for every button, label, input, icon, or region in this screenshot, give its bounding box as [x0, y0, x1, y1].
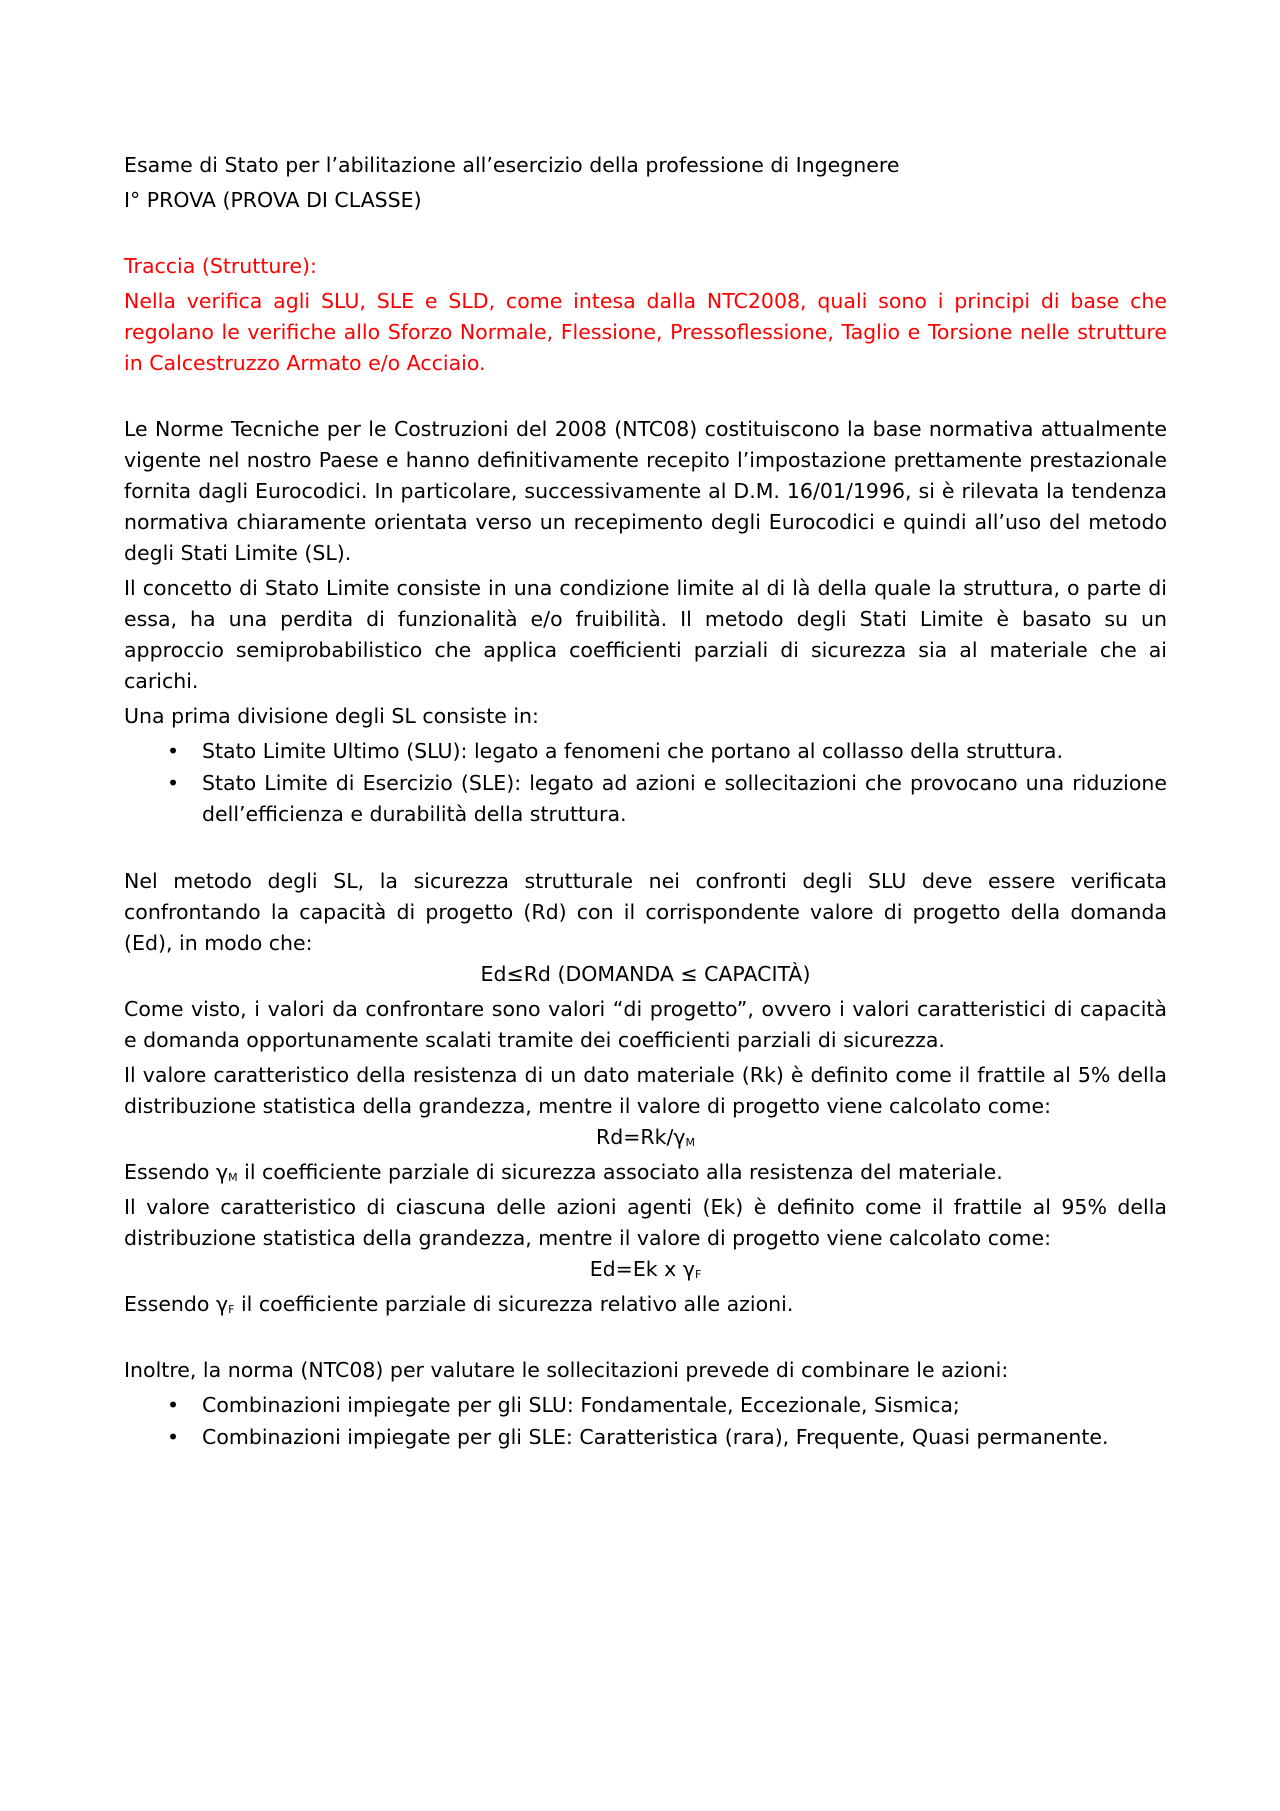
gamma-m-pre: Essendo γ — [124, 1160, 229, 1184]
paragraph-valori-progetto: Come visto, i valori da confrontare sono valori “di progetto”, ovvero i valori caratteristici di capacità e domanda opportunamente scalati tramite dei coefficienti parziali di sicurezza. — [124, 997, 1167, 1052]
gamma-m-post: il coefficiente parziale di sicurezza associato alla resistenza del materiale. — [237, 1160, 1003, 1184]
gamma-m-sub: M — [228, 1171, 238, 1184]
gamma-f-pre: Essendo γ — [124, 1292, 229, 1316]
gamma-f-sub: F — [228, 1303, 235, 1316]
paragraph-metodo-sl: Nel metodo degli SL, la sicurezza strutturale nei confronti degli SLU deve essere verificata confrontando la capacità di progetto (Rd) con il corrispondente valore di progetto della domanda (Ed), in modo che: — [124, 869, 1167, 955]
paragraph-stato-limite: Il concetto di Stato Limite consiste in una condizione limite al di là della quale la struttura, o parte di essa, ha una perdita di funzionalità e/o fruibilità. Il metodo degli Stati Limite è basato su un approccio semiprobabilistico che applica coefficienti parziali di sicurezza sia al materiale che ai carichi. — [124, 576, 1167, 693]
gamma-f-post: il coefficiente parziale di sicurezza relativo alle azioni. — [234, 1292, 794, 1316]
paragraph-gamma-m — [124, 1157, 1167, 1188]
paragraph-gamma-f — [124, 1289, 1167, 1320]
formula-rd-sub: M — [685, 1136, 696, 1149]
paragraph-ntc08: Le Norme Tecniche per le Costruzioni del 2008 (NTC08) costituiscono la base normativa attualmente vigente nel nostro Paese e hanno definitivamente recepito l’impostazione prettamente prestazionale fornita dagli Eurocodici. In particolare, successivamente al D.M. 16/01/1996, si è rilevata la tendenza normativa chiaramente orientata verso un recepimento degli Eurocodici e quindi all’uso del metodo degli Stati Limite (SL). — [124, 417, 1167, 565]
list-item — [167, 768, 1167, 830]
formula-ed-rd: Ed≤Rd (DOMANDA ≤ CAPACITÀ) — [480, 962, 811, 986]
list-item-text: Combinazioni impiegate per gli SLE: Caratteristica (rara), Frequente, Quasi permanente. — [202, 1425, 1109, 1449]
paragraph-azioni: Il valore caratteristico di ciascuna delle azioni agenti (Ek) è definito come il frattile al 95% della distribuzione statistica della grandezza, mentre il valore di progetto viene calcolato come: — [124, 1195, 1167, 1250]
list-item-text: Stato Limite Ultimo (SLU): legato a fenomeni che portano al collasso della struttura. — [202, 739, 1063, 763]
document-content — [124, 150, 1167, 1454]
traccia-heading: Traccia (Strutture): — [124, 254, 317, 278]
bullet-icon: • — [167, 1425, 180, 1449]
formula-ed-sub: F — [694, 1268, 702, 1281]
list-item-text: Stato Limite di Esercizio (SLE): legato ad azioni e sollecitazioni che provocano una riduzione dell’efficienza e durabilità della struttura. — [202, 771, 1167, 826]
bullet-icon: • — [167, 771, 180, 795]
exam-subtitle: I° PROVA (PROVA DI CLASSE) — [124, 188, 422, 212]
combinazioni-list — [124, 1390, 1167, 1453]
list-item — [167, 1390, 1167, 1421]
list-item — [167, 1422, 1167, 1453]
formula-ed-main: Ed=Ek x γ — [589, 1257, 695, 1281]
list-item — [167, 736, 1167, 767]
formula-ed — [124, 1254, 1167, 1285]
formula-rd-main: Rd=Rk/γ — [595, 1125, 686, 1149]
exam-title: Esame di Stato per l’abilitazione all’esercizio della professione di Ingegnere — [124, 153, 900, 177]
sl-list — [124, 736, 1167, 830]
formula-rd — [124, 1122, 1167, 1153]
paragraph-divisione: Una prima divisione degli SL consiste in: — [124, 704, 539, 728]
traccia-text: Nella verifica agli SLU, SLE e SLD, come intesa dalla NTC2008, quali sono i principi di base che regolano le verifiche allo Sforzo Normale, Flessione, Pressoflessione, Taglio e Torsione nelle strutture in Calcestruzzo Armato e/o Acciaio. — [124, 289, 1167, 375]
paragraph-resistenza: Il valore caratteristico della resistenza di un dato materiale (Rk) è definito come il frattile al 5% della distribuzione statistica della grandezza, mentre il valore di progetto viene calcolato come: — [124, 1063, 1167, 1118]
bullet-icon: • — [167, 1393, 180, 1417]
bullet-icon: • — [167, 739, 180, 763]
paragraph-combinazioni: Inoltre, la norma (NTC08) per valutare le sollecitazioni prevede di combinare le azioni: — [124, 1358, 1009, 1382]
list-item-text: Combinazioni impiegate per gli SLU: Fondamentale, Eccezionale, Sismica; — [202, 1393, 960, 1417]
